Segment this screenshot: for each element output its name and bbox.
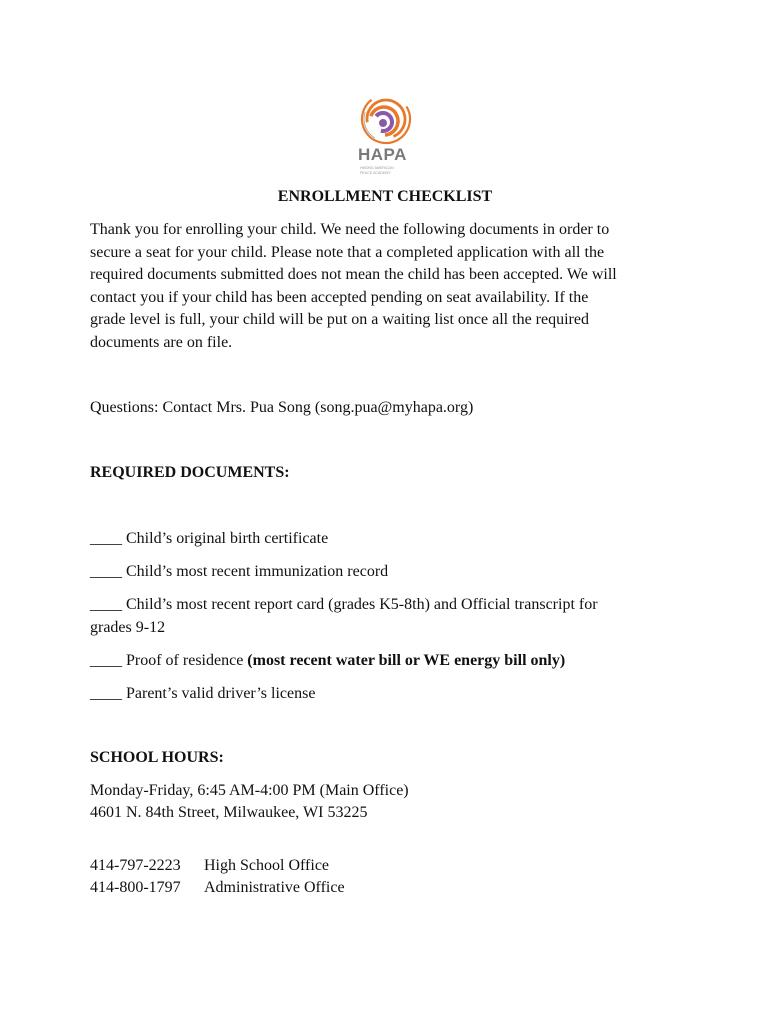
list-item — [90, 650, 690, 673]
logo-tagline-1: HMONG AMERICAN — [360, 166, 394, 170]
list-item — [90, 594, 690, 639]
list-item — [90, 528, 690, 551]
intro-line: grade level is full, your child will be put on a waiting list once all the required — [90, 311, 589, 329]
logo-tagline-2: PEACE ACADEMY — [360, 171, 391, 175]
logo-wordmark: HAPA — [358, 145, 407, 164]
required-documents-heading: REQUIRED DOCUMENTS: — [90, 464, 290, 481]
list-item — [90, 561, 690, 584]
required-documents-list — [90, 528, 690, 705]
phone-number: 414-797-2223 — [90, 857, 181, 874]
intro-line: required documents submitted does not mean the child has been accepted. We will — [90, 266, 617, 284]
hapa-swirl-icon — [354, 92, 418, 148]
document-note: (most recent water bill or WE energy bill only) — [247, 651, 566, 669]
address-line: 4601 N. 84th Street, Milwaukee, WI 53225 — [90, 804, 368, 821]
hapa-logo — [354, 92, 418, 180]
checkbox-blank: ____ — [90, 684, 122, 702]
phone-label: High School Office — [204, 857, 330, 874]
phone-number: 414-800-1797 — [90, 879, 181, 896]
intro-line: documents are on file. — [90, 333, 233, 351]
school-hours-block — [90, 780, 409, 824]
hours-line: Monday-Friday, 6:45 AM-4:00 PM (Main Office) — [90, 782, 409, 799]
phone-row — [90, 855, 345, 877]
page-title: ENROLLMENT CHECKLIST — [277, 188, 493, 205]
document-label: Proof of residence — [126, 651, 244, 669]
intro-line: secure a seat for your child. Please note that a completed application with all the — [90, 243, 605, 261]
checkbox-blank: ____ — [90, 530, 122, 547]
intro-line: Thank you for enrolling your child. We need the following documents in order to — [90, 221, 610, 238]
document-label: Parent’s valid driver’s license — [126, 684, 316, 702]
document-label: Child’s original birth certificate — [126, 530, 329, 547]
list-item — [90, 683, 690, 706]
phone-list — [90, 855, 345, 899]
intro-paragraph — [90, 219, 690, 355]
checkbox-blank: ____ — [90, 595, 122, 613]
contact-line: Questions: Contact Mrs. Pua Song (song.pua@myhapa.org) — [90, 399, 474, 416]
school-hours-heading: SCHOOL HOURS: — [90, 749, 224, 766]
document-label: Child’s most recent report card (grades K5-8th) and Official transcript for — [126, 595, 598, 613]
document-label: Child’s most recent immunization record — [126, 562, 389, 580]
document-label-continued: grades 9-12 — [90, 618, 166, 636]
intro-line: contact you if your child has been accepted pending on seat availability. If the — [90, 288, 589, 306]
phone-row — [90, 877, 345, 899]
checkbox-blank: ____ — [90, 562, 122, 580]
checkbox-blank: ____ — [90, 651, 122, 669]
phone-label: Administrative Office — [204, 879, 345, 896]
